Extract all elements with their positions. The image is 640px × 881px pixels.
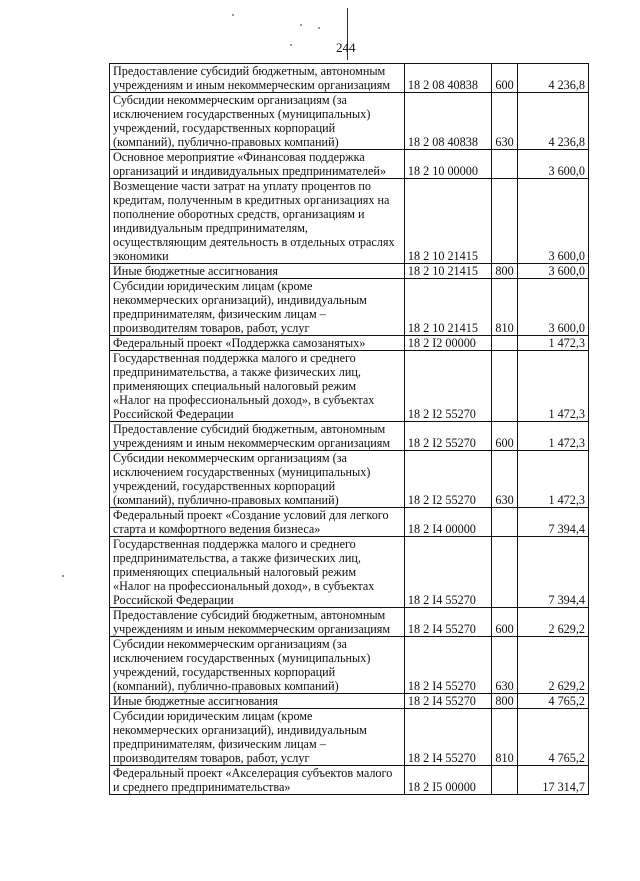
row-description: Субсидии некоммерческим организациям (за исключением государственных (муниципальных) учреждений, государственных корпораций (компаний), публично-правовых компаний) bbox=[110, 637, 405, 694]
page-number: 244 bbox=[336, 40, 356, 55]
row-amount: 17 314,7 bbox=[517, 766, 588, 795]
table-row bbox=[110, 150, 589, 179]
row-amount: 4 236,8 bbox=[517, 93, 588, 150]
row-amount: 3 600,0 bbox=[517, 279, 588, 336]
table-row bbox=[110, 179, 589, 264]
row-target-code: 18 2 I2 55270 bbox=[404, 422, 492, 451]
row-description: Государственная поддержка малого и среднего предпринимательства, а также физических лиц, применяющих специальный налоговый режим «Налог на профессиональный доход», в субъектах Российской Федерации bbox=[110, 537, 405, 608]
table-row bbox=[110, 279, 589, 336]
row-expense-type bbox=[492, 537, 517, 608]
table-row bbox=[110, 264, 589, 279]
row-description: Субсидии юридическим лицам (кроме некоммерческих организаций), индивидуальным предпринимателям, физическим лицам – производителям товаров, работ, услуг bbox=[110, 279, 405, 336]
row-description: Субсидии некоммерческим организациям (за исключением государственных (муниципальных) учреждений, государственных корпораций (компаний), публично-правовых компаний) bbox=[110, 451, 405, 508]
table-row bbox=[110, 508, 589, 537]
table-row bbox=[110, 93, 589, 150]
row-description: Иные бюджетные ассигнования bbox=[110, 694, 405, 709]
row-target-code: 18 2 08 40838 bbox=[404, 64, 492, 93]
row-description: Государственная поддержка малого и среднего предпринимательства, а также физических лиц, применяющих специальный налоговый режим «Налог на профессиональный доход», в субъектах Российской Федерации bbox=[110, 351, 405, 422]
row-expense-type bbox=[492, 351, 517, 422]
row-amount: 1 472,3 bbox=[517, 336, 588, 351]
row-amount: 2 629,2 bbox=[517, 637, 588, 694]
budget-table bbox=[109, 63, 589, 795]
row-amount: 4 765,2 bbox=[517, 709, 588, 766]
row-description: Возмещение части затрат на уплату процентов по кредитам, полученным в кредитных организациях на пополнение оборотных средств, организациям и индивидуальным предпринимателям, осуществляющим деятельность в отдельных отраслях экономики bbox=[110, 179, 405, 264]
row-target-code: 18 2 I5 00000 bbox=[404, 766, 492, 795]
row-amount: 1 472,3 bbox=[517, 451, 588, 508]
row-amount: 1 472,3 bbox=[517, 351, 588, 422]
row-target-code: 18 2 I4 55270 bbox=[404, 694, 492, 709]
row-target-code: 18 2 10 21415 bbox=[404, 264, 492, 279]
row-expense-type bbox=[492, 179, 517, 264]
budget-table-body bbox=[110, 64, 589, 795]
row-description: Федеральный проект «Поддержка самозанятых» bbox=[110, 336, 405, 351]
row-amount: 3 600,0 bbox=[517, 264, 588, 279]
row-target-code: 18 2 I4 00000 bbox=[404, 508, 492, 537]
row-expense-type: 810 bbox=[492, 709, 517, 766]
row-target-code: 18 2 I2 55270 bbox=[404, 351, 492, 422]
row-target-code: 18 2 I4 55270 bbox=[404, 709, 492, 766]
row-expense-type bbox=[492, 336, 517, 351]
table-row bbox=[110, 537, 589, 608]
table-row bbox=[110, 422, 589, 451]
row-amount: 2 629,2 bbox=[517, 608, 588, 637]
row-target-code: 18 2 10 21415 bbox=[404, 279, 492, 336]
scan-speck bbox=[290, 44, 292, 46]
row-target-code: 18 2 10 00000 bbox=[404, 150, 492, 179]
row-description: Иные бюджетные ассигнования bbox=[110, 264, 405, 279]
row-expense-type: 630 bbox=[492, 637, 517, 694]
row-expense-type bbox=[492, 508, 517, 537]
row-target-code: 18 2 08 40838 bbox=[404, 93, 492, 150]
scan-speck bbox=[318, 27, 320, 29]
row-description: Основное мероприятие «Финансовая поддержка организаций и индивидуальных предпринимателей» bbox=[110, 150, 405, 179]
row-expense-type: 600 bbox=[492, 422, 517, 451]
row-amount: 4 765,2 bbox=[517, 694, 588, 709]
row-target-code: 18 2 I4 55270 bbox=[404, 608, 492, 637]
table-row bbox=[110, 637, 589, 694]
table-row bbox=[110, 336, 589, 351]
row-expense-type bbox=[492, 150, 517, 179]
row-description: Федеральный проект «Акселерация субъектов малого и среднего предпринимательства» bbox=[110, 766, 405, 795]
row-amount: 7 394,4 bbox=[517, 508, 588, 537]
scan-speck bbox=[300, 24, 302, 26]
row-expense-type: 800 bbox=[492, 264, 517, 279]
scan-speck bbox=[232, 14, 234, 16]
row-description: Предоставление субсидий бюджетным, автономным учреждениям и иным некоммерческим организациям bbox=[110, 422, 405, 451]
row-expense-type: 600 bbox=[492, 64, 517, 93]
row-description: Федеральный проект «Создание условий для легкого старта и комфортного ведения бизнеса» bbox=[110, 508, 405, 537]
table-row bbox=[110, 766, 589, 795]
row-target-code: 18 2 I2 55270 bbox=[404, 451, 492, 508]
row-target-code: 18 2 I4 55270 bbox=[404, 637, 492, 694]
row-expense-type: 800 bbox=[492, 694, 517, 709]
row-expense-type: 630 bbox=[492, 451, 517, 508]
row-expense-type: 630 bbox=[492, 93, 517, 150]
table-row bbox=[110, 64, 589, 93]
row-target-code: 18 2 I4 55270 bbox=[404, 537, 492, 608]
table-row bbox=[110, 608, 589, 637]
row-target-code: 18 2 10 21415 bbox=[404, 179, 492, 264]
row-description: Предоставление субсидий бюджетным, автономным учреждениям и иным некоммерческим организациям bbox=[110, 64, 405, 93]
row-amount: 3 600,0 bbox=[517, 150, 588, 179]
row-description: Субсидии некоммерческим организациям (за исключением государственных (муниципальных) учреждений, государственных корпораций (компаний), публично-правовых компаний) bbox=[110, 93, 405, 150]
table-row bbox=[110, 709, 589, 766]
row-expense-type: 810 bbox=[492, 279, 517, 336]
row-expense-type bbox=[492, 766, 517, 795]
row-amount: 3 600,0 bbox=[517, 179, 588, 264]
table-row bbox=[110, 694, 589, 709]
row-description: Субсидии юридическим лицам (кроме некоммерческих организаций), индивидуальным предпринимателям, физическим лицам – производителям товаров, работ, услуг bbox=[110, 709, 405, 766]
row-description: Предоставление субсидий бюджетным, автономным учреждениям и иным некоммерческим организациям bbox=[110, 608, 405, 637]
table-row bbox=[110, 351, 589, 422]
table-row bbox=[110, 451, 589, 508]
row-amount: 1 472,3 bbox=[517, 422, 588, 451]
row-target-code: 18 2 I2 00000 bbox=[404, 336, 492, 351]
scan-speck bbox=[62, 575, 64, 577]
row-amount: 7 394,4 bbox=[517, 537, 588, 608]
row-expense-type: 600 bbox=[492, 608, 517, 637]
row-amount: 4 236,8 bbox=[517, 64, 588, 93]
